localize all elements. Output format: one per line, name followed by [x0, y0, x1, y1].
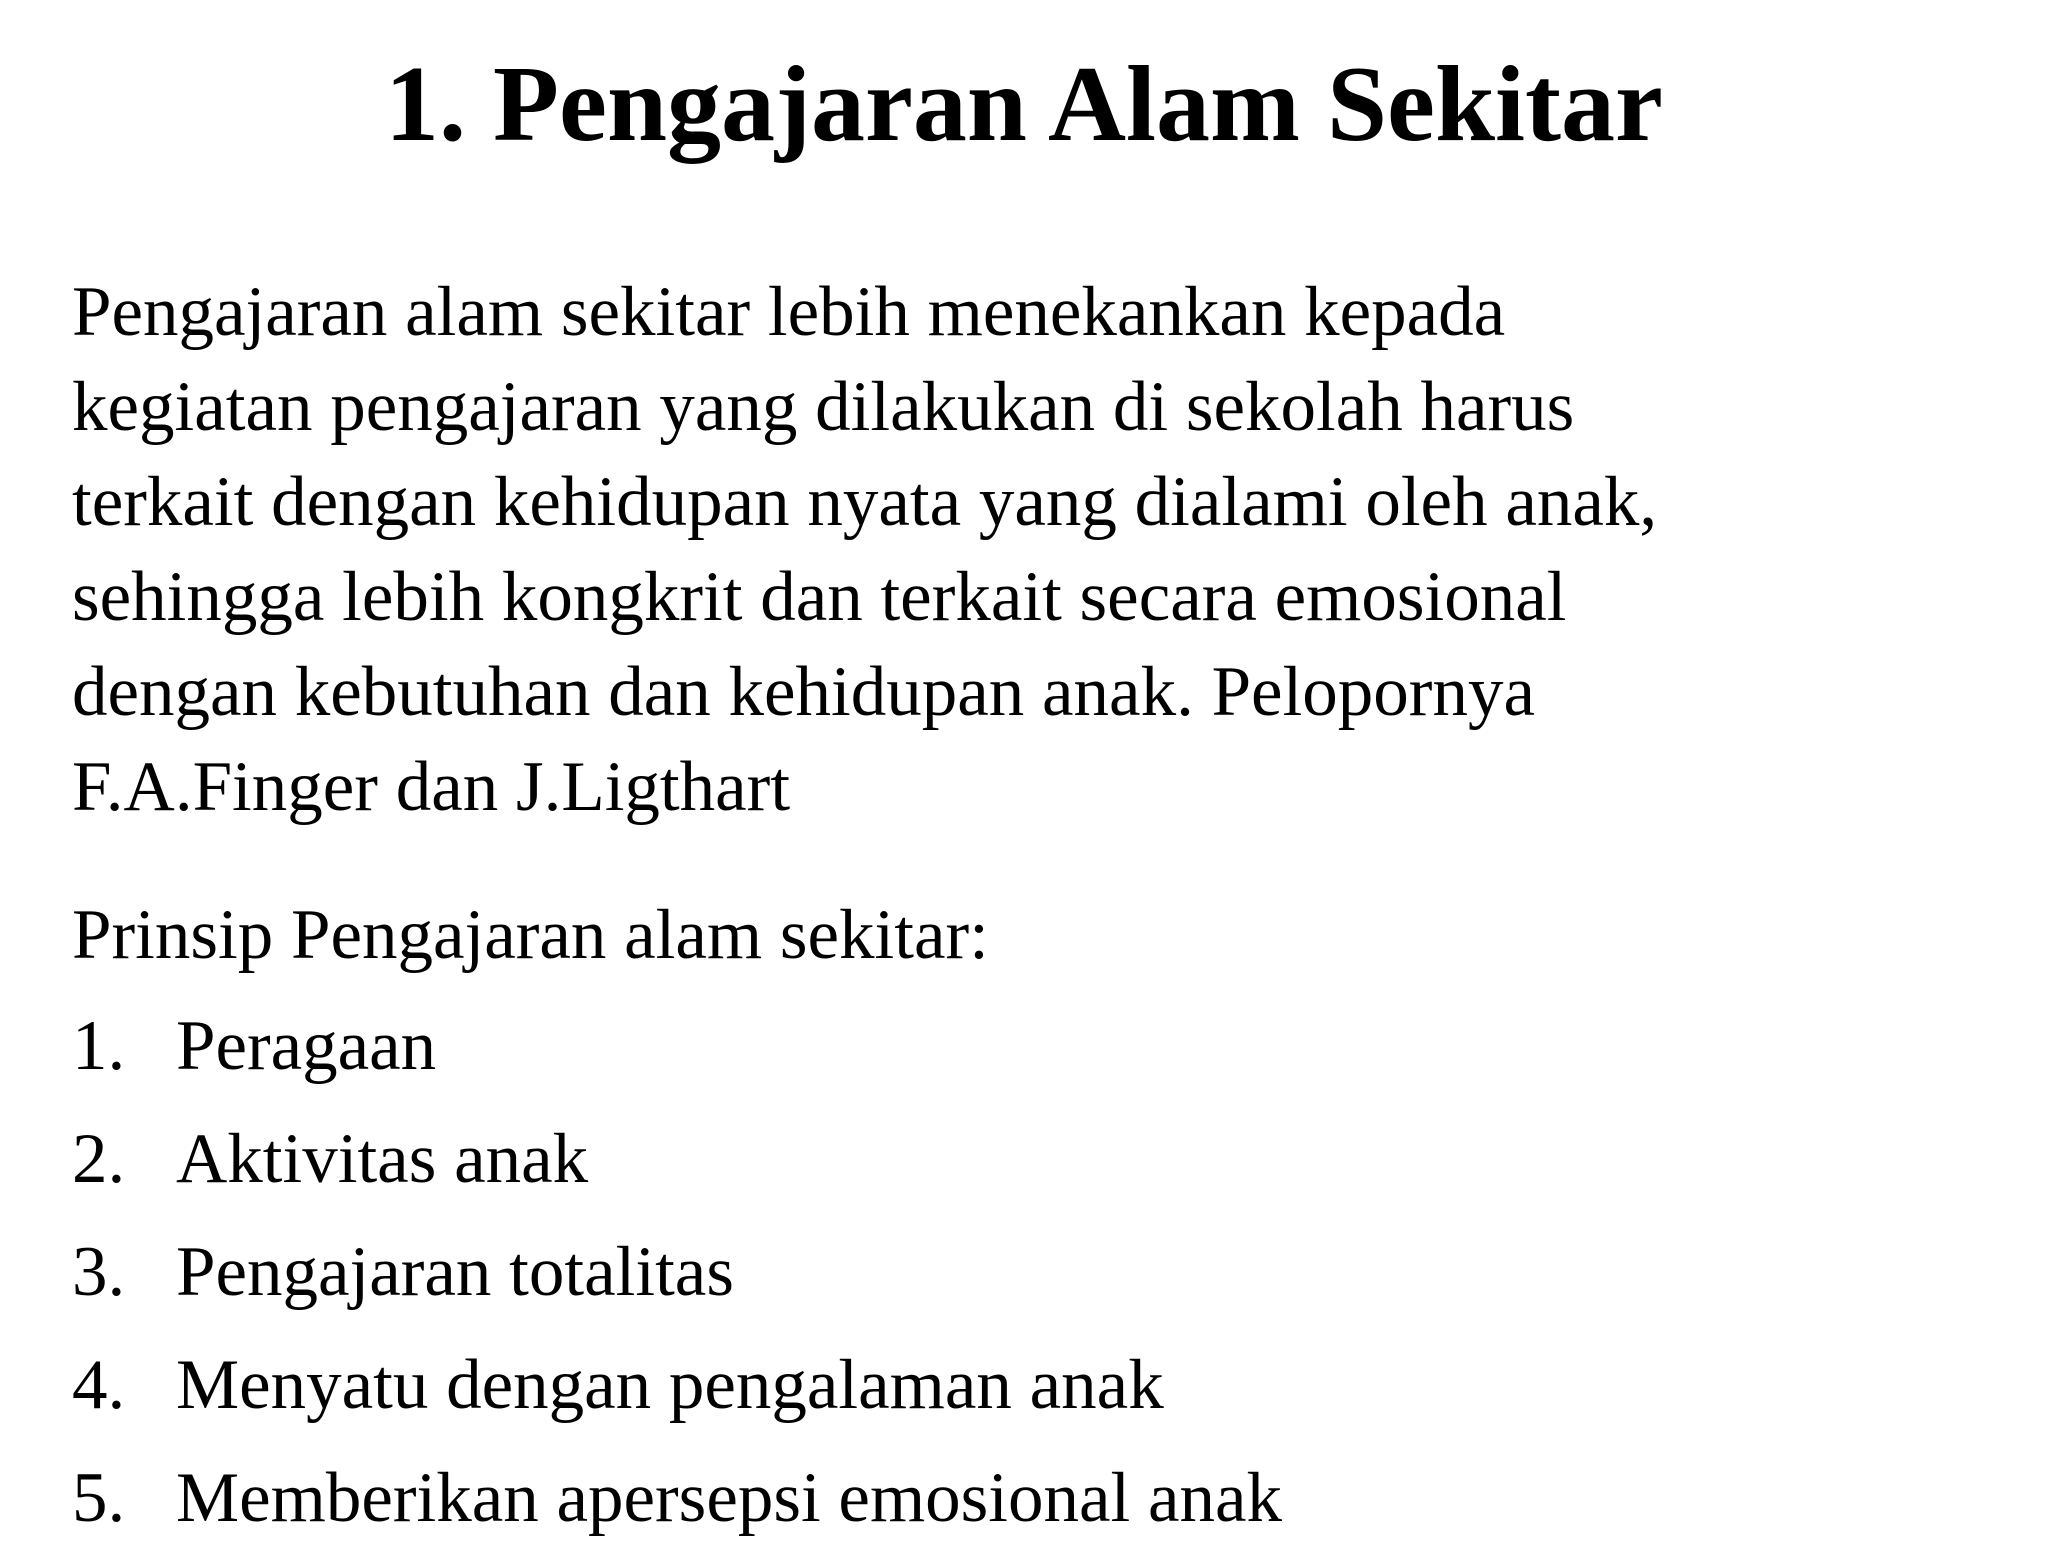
intro-paragraph	[72, 265, 1952, 835]
paragraph-line: F.A.Finger dan J.Ligthart	[72, 748, 791, 826]
paragraph-line: dengan kebutuhan dan kehidupan anak. Pelopornya	[72, 653, 1535, 731]
list-item-label: Peragaan	[176, 1007, 437, 1085]
principles-list	[72, 999, 1282, 1564]
list-item-label: Memberikan apersepsi emosional anak	[176, 1459, 1283, 1537]
paragraph-line: sehingga lebih kongkrit dan terkait secara emosional	[72, 558, 1567, 636]
list-item	[72, 1338, 1282, 1451]
list-item-number: 2.	[72, 1120, 126, 1198]
principles-heading: Prinsip Pengajaran alam sekitar:	[72, 896, 989, 974]
paragraph-line: kegiatan pengajaran yang dilakukan di sekolah harus	[72, 368, 1575, 446]
list-item-label: Pengajaran totalitas	[176, 1233, 734, 1311]
list-item-number: 4.	[72, 1346, 126, 1424]
list-item	[72, 999, 1282, 1112]
list-item-number: 1.	[72, 1007, 126, 1085]
list-item-label: Menyatu dengan pengalaman anak	[176, 1346, 1164, 1424]
list-item-number: 3.	[72, 1233, 126, 1311]
list-item-label: Aktivitas anak	[176, 1120, 589, 1198]
list-item-number: 5.	[72, 1459, 126, 1537]
list-item	[72, 1112, 1282, 1225]
list-item	[72, 1451, 1282, 1564]
paragraph-line: terkait dengan kehidupan nyata yang dialami oleh anak,	[72, 463, 1658, 541]
paragraph-line: Pengajaran alam sekitar lebih menekankan kepada	[72, 273, 1506, 351]
list-item	[72, 1225, 1282, 1338]
slide-title: 1. Pengajaran Alam Sekitar	[385, 45, 1663, 164]
